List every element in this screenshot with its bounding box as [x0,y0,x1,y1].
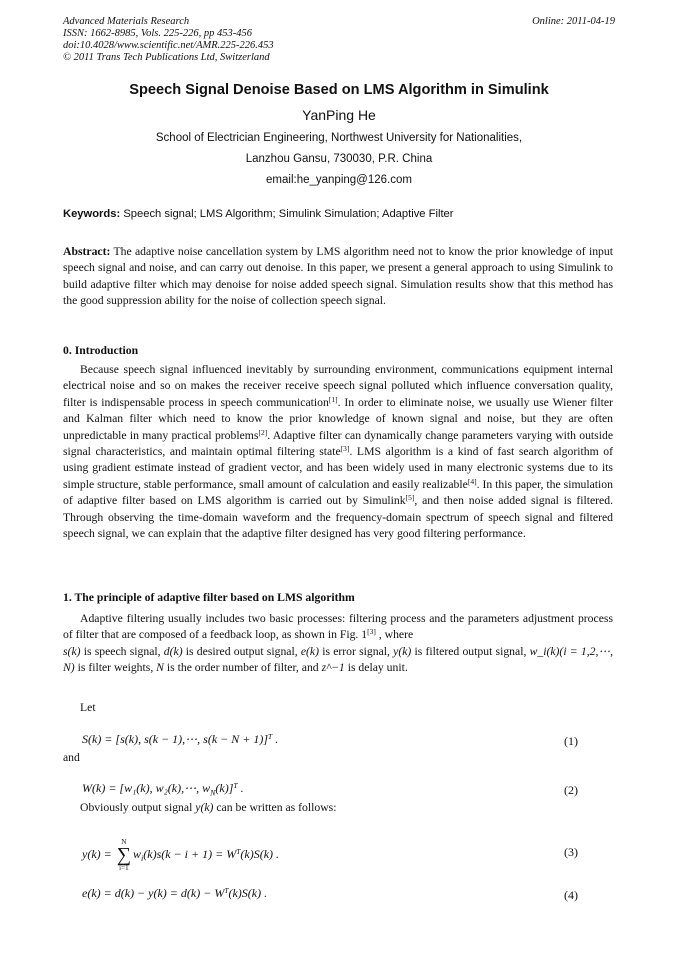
equation-3 [82,838,279,872]
introduction-paragraph [63,362,613,542]
author-name: YanPing He [302,107,376,123]
obviously-text: Obviously output signal [80,801,193,814]
paper-title: Speech Signal Denoise Based on LMS Algorithm in Simulink [129,82,549,98]
abstract [63,244,613,310]
principle-paragraph [63,611,613,677]
eq3-rest: (k)S(k) . [240,846,280,861]
symbol-y-output: y(k) [195,801,214,814]
speech-desc: is speech signal, [80,644,164,658]
symbol-e: e(k) [300,644,320,658]
sum-upper-limit: N [121,838,127,846]
intro-text-1: Because speech signal influenced inevitably by surrounding environment, communications equipment internal electrical noise and so on makes the receiver receive speech signal polluted which influence conversation quality, filter is indispensable process in speech communication [63,363,613,409]
order-desc: is the order number of filter, and [163,661,322,675]
symbol-y: y(k) [393,644,412,658]
doi-line: doi:10.4028/www.scientific.net/AMR.225-226.453 [63,40,274,51]
copyright-line: © 2011 Trans Tech Publications Ltd, Switzerland [63,52,270,63]
affiliation-line-1: School of Electrician Engineering, Northwest University for Nationalities, [155,132,523,144]
keywords-text: Speech signal; LMS Algorithm; Simulink Simulation; Adaptive Filter [123,208,454,220]
equation-2 [82,781,244,797]
symbol-w: w_i(k)(i = 1,2,⋯, N) [63,644,613,675]
sum-lower-limit: i=1 [119,864,129,872]
author-email: email:he_yanping@126.com [266,174,412,186]
citation-2: [2] [258,427,268,437]
eq2-tail: . [237,781,244,795]
eq2-rhs: (k)] [215,781,234,795]
eq1-body: S(k) = [s(k), s(k − 1),⋯, s(k − N + 1)] [82,732,269,746]
equation-number-4: (4) [564,888,578,902]
equation-4 [82,886,267,901]
eq2-sup: T [233,781,238,790]
eq4-sup: T [224,886,229,895]
intro-text-3: . Adaptive filter can dynamically change parameters varying with outside signal characteristics, and maintain optimal filtering state [63,428,614,459]
abstract-label: Abstract: [63,245,111,258]
eq4-lhs: e(k) = d(k) − y(k) = d(k) − W [82,886,225,900]
equation-number-3: (3) [564,845,578,859]
abstract-text: The adaptive noise cancellation system by LMS algorithm need not to know the prior knowledge of input speech signal and noise, and can carry out denoise. In this paper, we present a general approach to using Simulink to build adaptive filter which may denoise for noise added speech signal. Simulation results show that this method has the good suppression ability for the noise of collection speech signal. [63,245,613,308]
symbol-n: N [156,661,164,675]
online-date: Online: 2011-04-19 [532,16,615,27]
equation-number-2: (2) [564,783,578,797]
keywords [63,208,623,220]
let-label: Let [80,701,96,714]
eq2-body: W(k) = [w₁(k), w₂(k),⋯, w [82,781,211,795]
citation-5: [5] [405,493,415,503]
citation-3: [3] [340,444,350,454]
intro-text-2: . In order to eliminate noise, we usually use Wiener filter and Kalman filter which need to know the prior knowledge of known signal and noise, but they are often unpredictable in many practical problems [63,395,613,442]
intro-text-4: . LMS algorithm is a kind of fast search algorithm of using gradient estimate instead of gradient vector, and has been widely used in many electronic systems due to its simple structure, stable performance, small amount of calculation and easily realizable [63,445,613,491]
weights-desc: is filter weights, [74,661,157,675]
eq1-sup: T [268,732,273,741]
and-label: and [63,751,80,764]
delay-desc: is delay unit. [344,661,408,675]
eq4-rest: (k)S(k) . [228,886,268,900]
eq1-tail: . [272,732,279,746]
eq2-sub: N [210,788,216,798]
journal-name: Advanced Materials Research [63,16,190,27]
affiliation-line-2: Lanzhou Gansu, 730030, P.R. China [245,153,433,165]
journal-header [63,16,274,64]
eq3-sup: T [236,846,241,856]
obviously-line [80,800,336,816]
intro-text-6: , and then noise added signal is filtered. Through observing the time-domain waveform and the frequency-domain spectrum of speech signal and filtered speech signal, we can explain that the adaptive filter designed has very good filtering performance. [63,494,614,541]
equation-number-1: (1) [564,734,578,748]
issn-line: ISSN: 1662-8985, Vols. 225-226, pp 453-456 [63,28,252,39]
symbol-z: z^−1 [321,661,345,675]
intro-text-5: . In this paper, the simulation of adaptive filter based on LMS algorithm is carried out by Simulink [63,477,613,508]
citation-fig: [3] [367,627,376,637]
section-heading-principle: 1. The principle of adaptive filter based on LMS algorithm [63,591,355,604]
eq3-lhs: y(k) = [82,846,115,861]
filtered-desc: is filtered output signal, [411,644,530,658]
symbol-d: d(k) [163,644,183,658]
eq3-body: w [133,846,142,861]
keywords-label: Keywords: [63,208,121,220]
equation-1 [82,732,278,747]
desired-desc: is desired output signal, [182,644,301,658]
obviously-tail: can be written as follows: [216,801,337,814]
summation-sign: N ∑ i=1 [116,838,132,872]
citation-1: [1] [328,394,338,404]
principle-text-2: , where [375,628,414,642]
error-desc: is error signal, [319,644,394,658]
principle-text-1: Adaptive filtering usually includes two basic processes: filtering process and the parameters adjustment process of filter that are composed of a feedback loop, as shown in Fig. 1 [63,612,613,642]
eq3-body2: (k)s(k − i + 1) = W [143,846,237,861]
symbol-s: s(k) [63,644,81,658]
section-heading-introduction: 0. Introduction [63,344,139,357]
citation-4: [4] [467,476,477,486]
eq3-sub: i [141,854,144,864]
